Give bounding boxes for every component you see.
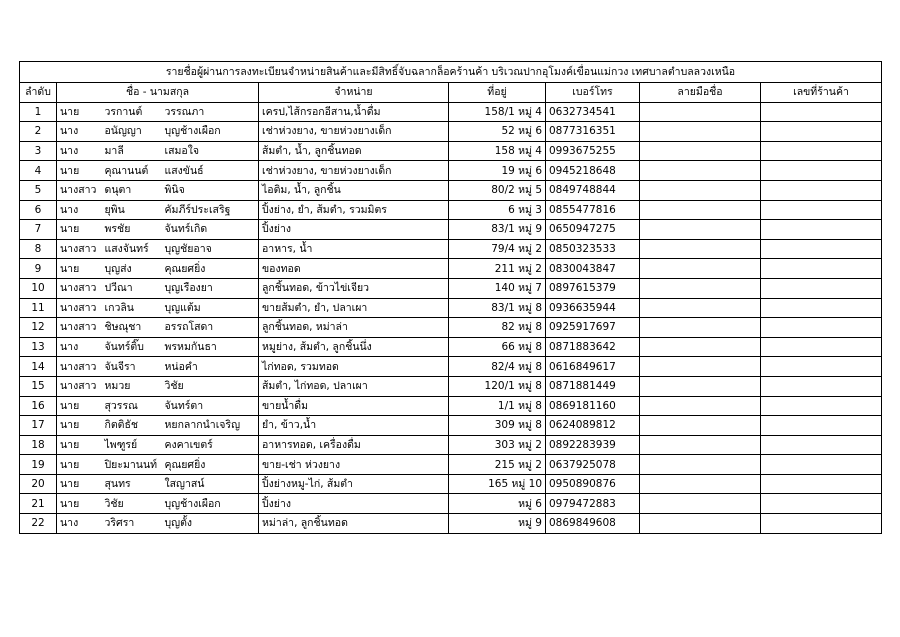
address: 309 หมู่ 8 — [449, 416, 546, 436]
name-prefix: นางสาว — [57, 357, 103, 377]
shop-number-cell — [761, 122, 882, 142]
phone-number: 0892283939 — [546, 435, 640, 455]
name-prefix: นางสาว — [57, 298, 103, 318]
full-name — [103, 376, 259, 396]
row-number: 6 — [20, 200, 57, 220]
shop-number-cell — [761, 337, 882, 357]
last-name: แสงขันธ์ — [164, 164, 204, 177]
name-prefix: นาง — [57, 337, 103, 357]
full-name — [103, 220, 259, 240]
table-row — [20, 239, 882, 259]
phone-number: 0616849617 — [546, 357, 640, 377]
registration-sheet — [19, 61, 882, 534]
signature-cell — [640, 396, 761, 416]
row-number: 4 — [20, 161, 57, 181]
name-prefix: นาง — [57, 122, 103, 142]
last-name: บุญช้างเผือก — [164, 497, 221, 510]
name-prefix: นาย — [57, 435, 103, 455]
first-name: กิตติธัช — [104, 419, 139, 432]
phone-number: 0877316351 — [546, 122, 640, 142]
name-prefix: นาง — [57, 200, 103, 220]
full-name — [103, 298, 259, 318]
first-name: ดนุตา — [104, 184, 132, 197]
address: 79/4 หมู่ 2 — [449, 239, 546, 259]
first-name: จันจีรา — [104, 360, 136, 373]
name-prefix: นาย — [57, 220, 103, 240]
row-number: 3 — [20, 141, 57, 161]
signature-cell — [640, 357, 761, 377]
goods-sold: เช่าห่วงยาง, ขายห่วงยางเด็ก — [259, 122, 449, 142]
name-prefix: นาย — [57, 102, 103, 122]
row-number: 13 — [20, 337, 57, 357]
last-name: ใสญาสน์ — [164, 478, 205, 491]
goods-sold: หมูย่าง, ส้มตำ, ลูกชิ้นนึ่ง — [259, 337, 449, 357]
shop-number-cell — [761, 376, 882, 396]
table-row — [20, 318, 882, 338]
full-name — [103, 200, 259, 220]
full-name — [103, 416, 259, 436]
table-row — [20, 396, 882, 416]
address: 83/1 หมู่ 8 — [449, 298, 546, 318]
goods-sold: อาหาร, น้ำ — [259, 239, 449, 259]
address: 211 หมู่ 2 — [449, 259, 546, 279]
full-name — [103, 318, 259, 338]
full-name — [103, 396, 259, 416]
header-row — [20, 83, 882, 103]
table-row — [20, 494, 882, 514]
address: 158/1 หมู่ 4 — [449, 102, 546, 122]
address: 120/1 หมู่ 8 — [449, 376, 546, 396]
header-no: ลำดับ — [20, 83, 57, 103]
address: 1/1 หมู่ 8 — [449, 396, 546, 416]
table-row — [20, 102, 882, 122]
last-name: บุญชัยอาจ — [164, 243, 212, 256]
shop-number-cell — [761, 396, 882, 416]
full-name — [103, 435, 259, 455]
table-row — [20, 357, 882, 377]
goods-sold: ปิ้งย่าง, ยำ, ส้มตำ, รวมมิตร — [259, 200, 449, 220]
phone-number: 0897615379 — [546, 278, 640, 298]
full-name — [103, 180, 259, 200]
name-prefix: นางสาว — [57, 278, 103, 298]
last-name: คุณยศยิ่ง — [164, 458, 206, 471]
name-prefix: นาย — [57, 416, 103, 436]
first-name: บุญส่ง — [104, 262, 132, 275]
name-prefix: นาย — [57, 474, 103, 494]
shop-number-cell — [761, 239, 882, 259]
name-prefix: นาย — [57, 259, 103, 279]
goods-sold: ปิ้งย่าง — [259, 494, 449, 514]
first-name: วริศรา — [104, 517, 135, 530]
goods-sold: ปิ้งย่างหมู-ไก่, ส้มตำ — [259, 474, 449, 494]
signature-cell — [640, 180, 761, 200]
shop-number-cell — [761, 318, 882, 338]
address: 80/2 หมู่ 5 — [449, 180, 546, 200]
last-name: วิชัย — [164, 380, 184, 393]
goods-sold: ส้มตำ, น้ำ, ลูกชิ้นทอด — [259, 141, 449, 161]
shop-number-cell — [761, 494, 882, 514]
first-name: จันทร์ติ๊บ — [104, 341, 144, 354]
header-goods: จำหน่าย — [259, 83, 449, 103]
address: 140 หมู่ 7 — [449, 278, 546, 298]
shop-number-cell — [761, 435, 882, 455]
first-name: สุนทร — [104, 478, 131, 491]
row-number: 20 — [20, 474, 57, 494]
table-row — [20, 455, 882, 475]
first-name: หมวย — [104, 380, 131, 393]
phone-number: 0871881449 — [546, 376, 640, 396]
goods-sold: เครป,ไส้กรอกอีสาน,น้ำดื่ม — [259, 102, 449, 122]
goods-sold: เช่าห่วงยาง, ขายห่วงยางเด็ก — [259, 161, 449, 181]
address: 165 หมู่ 10 — [449, 474, 546, 494]
last-name: เสมอใจ — [164, 145, 200, 158]
signature-cell — [640, 298, 761, 318]
table-row — [20, 474, 882, 494]
full-name — [103, 161, 259, 181]
shop-number-cell — [761, 161, 882, 181]
row-number: 11 — [20, 298, 57, 318]
first-name: สุวรรณ — [104, 399, 138, 412]
table-row — [20, 122, 882, 142]
last-name: คงคาเขตร์ — [164, 438, 213, 451]
table-row — [20, 141, 882, 161]
shop-number-cell — [761, 416, 882, 436]
table-row — [20, 180, 882, 200]
full-name — [103, 122, 259, 142]
phone-number: 0855477816 — [546, 200, 640, 220]
goods-sold: ปิ้งย่าง — [259, 220, 449, 240]
first-name: ยุพิน — [104, 203, 125, 216]
signature-cell — [640, 337, 761, 357]
last-name: บุญแต้ม — [164, 301, 201, 314]
phone-number: 0830043847 — [546, 259, 640, 279]
phone-number: 0950890876 — [546, 474, 640, 494]
phone-number: 0869849608 — [546, 514, 640, 534]
row-number: 18 — [20, 435, 57, 455]
signature-cell — [640, 455, 761, 475]
full-name — [103, 337, 259, 357]
last-name: พินิจ — [164, 184, 185, 197]
first-name: ชิษณุชา — [104, 321, 142, 334]
last-name: อรรถโสดา — [164, 321, 214, 334]
shop-number-cell — [761, 357, 882, 377]
shop-number-cell — [761, 102, 882, 122]
full-name — [103, 494, 259, 514]
first-name: มาลี — [104, 145, 124, 158]
signature-cell — [640, 435, 761, 455]
phone-number: 0979472883 — [546, 494, 640, 514]
last-name: หน่อคำ — [164, 360, 198, 373]
full-name — [103, 278, 259, 298]
address: หมู่ 9 — [449, 514, 546, 534]
signature-cell — [640, 239, 761, 259]
row-number: 9 — [20, 259, 57, 279]
table-row — [20, 161, 882, 181]
row-number: 22 — [20, 514, 57, 534]
last-name: บุญเรืองยา — [164, 282, 213, 295]
first-name: วรกานต์ — [104, 105, 143, 118]
header-address: ที่อยู่ — [449, 83, 546, 103]
signature-cell — [640, 376, 761, 396]
table-row — [20, 416, 882, 436]
shop-number-cell — [761, 514, 882, 534]
phone-number: 0650947275 — [546, 220, 640, 240]
address: 82 หมู่ 8 — [449, 318, 546, 338]
first-name: แสงจันทร์ — [104, 243, 149, 256]
name-prefix: นางสาว — [57, 239, 103, 259]
goods-sold: อาหารทอด, เครื่องดื่ม — [259, 435, 449, 455]
first-name: คุณานนต์ — [104, 164, 149, 177]
goods-sold: หม่าล่า, ลูกชิ้นทอด — [259, 514, 449, 534]
shop-number-cell — [761, 220, 882, 240]
address: 303 หมู่ 2 — [449, 435, 546, 455]
address: หมู่ 6 — [449, 494, 546, 514]
phone-number: 0849748844 — [546, 180, 640, 200]
full-name — [103, 455, 259, 475]
goods-sold: ไก่ทอด, รวมทอด — [259, 357, 449, 377]
phone-number: 0871883642 — [546, 337, 640, 357]
table-row — [20, 278, 882, 298]
name-prefix: นาง — [57, 141, 103, 161]
address: 215 หมู่ 2 — [449, 455, 546, 475]
table-row — [20, 298, 882, 318]
last-name: คุณยศยิ่ง — [164, 262, 206, 275]
signature-cell — [640, 200, 761, 220]
header-shop-no: เลขที่ร้านค้า — [761, 83, 882, 103]
last-name: บุญตั้ง — [164, 517, 193, 530]
first-name: เกวลิน — [104, 301, 134, 314]
row-number: 17 — [20, 416, 57, 436]
header-phone: เบอร์โทร — [546, 83, 640, 103]
row-number: 15 — [20, 376, 57, 396]
signature-cell — [640, 318, 761, 338]
name-prefix: นาย — [57, 396, 103, 416]
phone-number: 0936635944 — [546, 298, 640, 318]
signature-cell — [640, 514, 761, 534]
signature-cell — [640, 161, 761, 181]
phone-number: 0850323533 — [546, 239, 640, 259]
address: 66 หมู่ 8 — [449, 337, 546, 357]
row-number: 1 — [20, 102, 57, 122]
table-body — [20, 102, 882, 533]
shop-number-cell — [761, 200, 882, 220]
address: 82/4 หมู่ 8 — [449, 357, 546, 377]
last-name: พรหมกันธา — [164, 341, 217, 354]
shop-number-cell — [761, 298, 882, 318]
goods-sold: ขายน้ำดื่ม — [259, 396, 449, 416]
goods-sold: ขาย-เช่า ห่วงยาง — [259, 455, 449, 475]
phone-number: 0993675255 — [546, 141, 640, 161]
phone-number: 0925917697 — [546, 318, 640, 338]
name-prefix: นางสาว — [57, 180, 103, 200]
table-title: รายชื่อผู้ผ่านการลงทะเบียนจำหน่ายสินค้าและมีสิทธิ์จับฉลากล็อคร้านค้า บริเวณปากอุโมงค์เขื่อนแม่กวง เทศบาลตำบลลวงเหนือ — [20, 62, 882, 83]
first-name: อนัญญา — [104, 125, 142, 138]
first-name: ปวีณา — [104, 282, 133, 295]
address: 158 หมู่ 4 — [449, 141, 546, 161]
last-name: จันทร์เกิด — [164, 223, 208, 236]
name-prefix: นางสาว — [57, 318, 103, 338]
table-row — [20, 259, 882, 279]
row-number: 16 — [20, 396, 57, 416]
goods-sold: ส้มตำ, ไก่ทอด, ปลาเผา — [259, 376, 449, 396]
address: 83/1 หมู่ 9 — [449, 220, 546, 240]
row-number: 10 — [20, 278, 57, 298]
row-number: 2 — [20, 122, 57, 142]
signature-cell — [640, 102, 761, 122]
full-name — [103, 474, 259, 494]
signature-cell — [640, 220, 761, 240]
address: 52 หมู่ 6 — [449, 122, 546, 142]
row-number: 8 — [20, 239, 57, 259]
shop-number-cell — [761, 259, 882, 279]
name-prefix: นาง — [57, 514, 103, 534]
name-prefix: นาย — [57, 455, 103, 475]
registration-table — [19, 61, 882, 534]
shop-number-cell — [761, 474, 882, 494]
shop-number-cell — [761, 455, 882, 475]
row-number: 7 — [20, 220, 57, 240]
name-prefix: นางสาว — [57, 376, 103, 396]
table-row — [20, 514, 882, 534]
full-name — [103, 357, 259, 377]
first-name: วิชัย — [104, 497, 124, 510]
goods-sold: ลูกชิ้นทอด, หม่าล่า — [259, 318, 449, 338]
phone-number: 0869181160 — [546, 396, 640, 416]
table-row — [20, 435, 882, 455]
phone-number: 0945218648 — [546, 161, 640, 181]
row-number: 12 — [20, 318, 57, 338]
goods-sold: ของทอด — [259, 259, 449, 279]
signature-cell — [640, 474, 761, 494]
table-row — [20, 200, 882, 220]
name-prefix: นาย — [57, 161, 103, 181]
phone-number: 0632734541 — [546, 102, 640, 122]
row-number: 5 — [20, 180, 57, 200]
phone-number: 0624089812 — [546, 416, 640, 436]
signature-cell — [640, 259, 761, 279]
last-name: หยกลากนำเจริญ — [164, 419, 241, 432]
goods-sold: ลูกชิ้นทอด, ข้าวไข่เจียว — [259, 278, 449, 298]
shop-number-cell — [761, 141, 882, 161]
shop-number-cell — [761, 180, 882, 200]
address: 19 หมู่ 6 — [449, 161, 546, 181]
signature-cell — [640, 278, 761, 298]
table-row — [20, 337, 882, 357]
shop-number-cell — [761, 278, 882, 298]
signature-cell — [640, 416, 761, 436]
last-name: จันทร์ตา — [164, 399, 204, 412]
row-number: 14 — [20, 357, 57, 377]
goods-sold: ขายส้มตำ, ยำ, ปลาเผา — [259, 298, 449, 318]
goods-sold: ไอติม, น้ำ, ลูกชิ้น — [259, 180, 449, 200]
first-name: ปิยะมานนท์ — [104, 458, 158, 471]
full-name — [103, 239, 259, 259]
last-name: คัมภีร์ประเสริฐ — [164, 203, 231, 216]
table-row — [20, 376, 882, 396]
full-name — [103, 259, 259, 279]
signature-cell — [640, 141, 761, 161]
signature-cell — [640, 494, 761, 514]
row-number: 19 — [20, 455, 57, 475]
header-name: ชื่อ - นามสกุล — [57, 83, 259, 103]
header-signature: ลายมือชื่อ — [640, 83, 761, 103]
name-prefix: นาย — [57, 494, 103, 514]
last-name: บุญช้างเผือก — [164, 125, 221, 138]
first-name: พรชัย — [104, 223, 131, 236]
table-row — [20, 220, 882, 240]
row-number: 21 — [20, 494, 57, 514]
signature-cell — [640, 122, 761, 142]
title-row — [20, 62, 882, 83]
goods-sold: ยำ, ข้าว,น้ำ — [259, 416, 449, 436]
address: 6 หมู่ 3 — [449, 200, 546, 220]
phone-number: 0637925078 — [546, 455, 640, 475]
last-name: วรรณภา — [164, 105, 205, 118]
full-name — [103, 102, 259, 122]
full-name — [103, 514, 259, 534]
first-name: ไพฑูรย์ — [104, 438, 138, 451]
full-name — [103, 141, 259, 161]
